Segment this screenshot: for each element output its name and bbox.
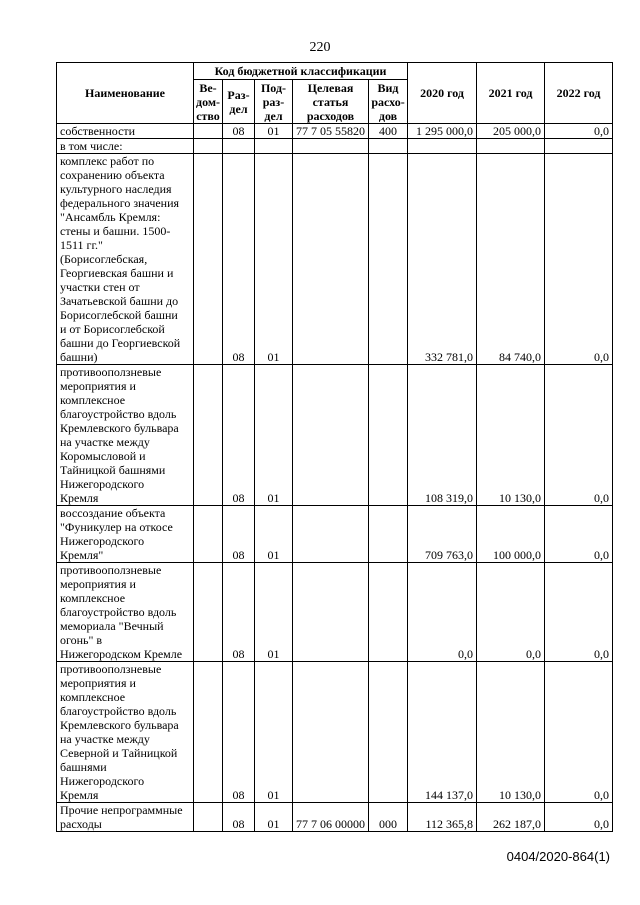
row-2021: 84 740,0 — [477, 154, 545, 365]
row-name: собственности — [57, 124, 194, 139]
row-2022: 0,0 — [545, 803, 613, 832]
row-name: противооползневые мероприятия и комплексное благоустройство вдоль мемориала "Вечный огонь" в Нижегородском Кремле — [57, 563, 194, 662]
table-row — [57, 506, 613, 563]
row-target — [293, 506, 369, 563]
row-2021: 0,0 — [477, 563, 545, 662]
table-row — [57, 563, 613, 662]
row-ved — [194, 154, 223, 365]
row-name: противооползневые мероприятия и комплексное благоустройство вдоль Кремлевского бульвара на участке между Северной и Тайницкой башнями Нижегородского Кремля — [57, 662, 194, 803]
row-2020: 1 295 000,0 — [408, 124, 477, 139]
row-2021: 10 130,0 — [477, 365, 545, 506]
row-2022: 0,0 — [545, 563, 613, 662]
row-2021: 262 187,0 — [477, 803, 545, 832]
row-name: комплекс работ по сохранению объекта культурного наследия федерального значения "Ансамбль Кремля: стены и башни. 1500- 1511 гг." (Борисоглебская, Георгиевская башни и участки стен от Зачатьевской башни до Борисоглебской башни и от Борисоглебской башни до Георгиевской башни) — [57, 154, 194, 365]
row-2020: 144 137,0 — [408, 662, 477, 803]
row-2020: 709 763,0 — [408, 506, 477, 563]
row-2020: 0,0 — [408, 563, 477, 662]
row-2020: 108 319,0 — [408, 365, 477, 506]
row-2022: 0,0 — [545, 124, 613, 139]
row-target — [293, 365, 369, 506]
row-vid: 000 — [369, 803, 408, 832]
header-name: Наименование — [57, 63, 194, 124]
row-name: в том числе: — [57, 139, 194, 154]
header-2022: 2022 год — [545, 63, 613, 124]
row-ved — [194, 139, 223, 154]
row-target — [293, 662, 369, 803]
header-podrazdel: Под- раз- дел — [255, 80, 293, 124]
budget-table — [56, 62, 613, 832]
row-razdel: 08 — [223, 563, 255, 662]
table-row — [57, 803, 613, 832]
row-target: 77 7 05 55820 — [293, 124, 369, 139]
row-razdel: 08 — [223, 154, 255, 365]
row-name: Прочие непрограммные расходы — [57, 803, 194, 832]
row-2021: 10 130,0 — [477, 662, 545, 803]
row-name: противооползневые мероприятия и комплексное благоустройство вдоль Кремлевского бульвара на участке между Коромысловой и Тайницкой башнями Нижегородского Кремля — [57, 365, 194, 506]
header-target: Целевая статья расходов — [293, 80, 369, 124]
row-razdel: 08 — [223, 124, 255, 139]
row-target — [293, 563, 369, 662]
row-podrazdel: 01 — [255, 506, 293, 563]
row-target: 77 7 06 00000 — [293, 803, 369, 832]
header-code-group: Код бюджетной классификации — [194, 63, 408, 80]
row-podrazdel: 01 — [255, 662, 293, 803]
row-razdel: 08 — [223, 506, 255, 563]
row-vid — [369, 563, 408, 662]
row-podrazdel — [255, 139, 293, 154]
header-2021: 2021 год — [477, 63, 545, 124]
row-razdel: 08 — [223, 662, 255, 803]
row-podrazdel: 01 — [255, 563, 293, 662]
row-razdel: 08 — [223, 803, 255, 832]
row-target — [293, 139, 369, 154]
row-ved — [194, 506, 223, 563]
document-code: 0404/2020-864(1) — [506, 849, 610, 864]
row-razdel: 08 — [223, 365, 255, 506]
row-2021: 100 000,0 — [477, 506, 545, 563]
row-vid — [369, 506, 408, 563]
row-vid: 400 — [369, 124, 408, 139]
row-podrazdel: 01 — [255, 154, 293, 365]
row-2020: 332 781,0 — [408, 154, 477, 365]
header-razdel: Раз- дел — [223, 80, 255, 124]
row-2021: 205 000,0 — [477, 124, 545, 139]
row-ved — [194, 124, 223, 139]
row-ved — [194, 662, 223, 803]
page-number: 220 — [309, 40, 331, 55]
row-vid — [369, 139, 408, 154]
row-target — [293, 154, 369, 365]
row-2022: 0,0 — [545, 365, 613, 506]
row-2020 — [408, 139, 477, 154]
row-podrazdel: 01 — [255, 803, 293, 832]
row-vid — [369, 365, 408, 506]
table-row — [57, 139, 613, 154]
row-ved — [194, 803, 223, 832]
row-podrazdel: 01 — [255, 124, 293, 139]
row-2021 — [477, 139, 545, 154]
row-ved — [194, 563, 223, 662]
header-2020: 2020 год — [408, 63, 477, 124]
row-2022 — [545, 139, 613, 154]
row-2022: 0,0 — [545, 506, 613, 563]
row-name: воссоздание объекта "Фуникулер на откосе Нижегородского Кремля" — [57, 506, 194, 563]
row-ved — [194, 365, 223, 506]
row-2020: 112 365,8 — [408, 803, 477, 832]
header-ved: Ве- дом- ство — [194, 80, 223, 124]
table-row — [57, 124, 613, 139]
row-vid — [369, 154, 408, 365]
table-row — [57, 365, 613, 506]
row-vid — [369, 662, 408, 803]
row-2022: 0,0 — [545, 154, 613, 365]
table-row — [57, 662, 613, 803]
row-razdel — [223, 139, 255, 154]
table-row — [57, 154, 613, 365]
header-vid: Вид расхо- дов — [369, 80, 408, 124]
row-podrazdel: 01 — [255, 365, 293, 506]
row-2022: 0,0 — [545, 662, 613, 803]
